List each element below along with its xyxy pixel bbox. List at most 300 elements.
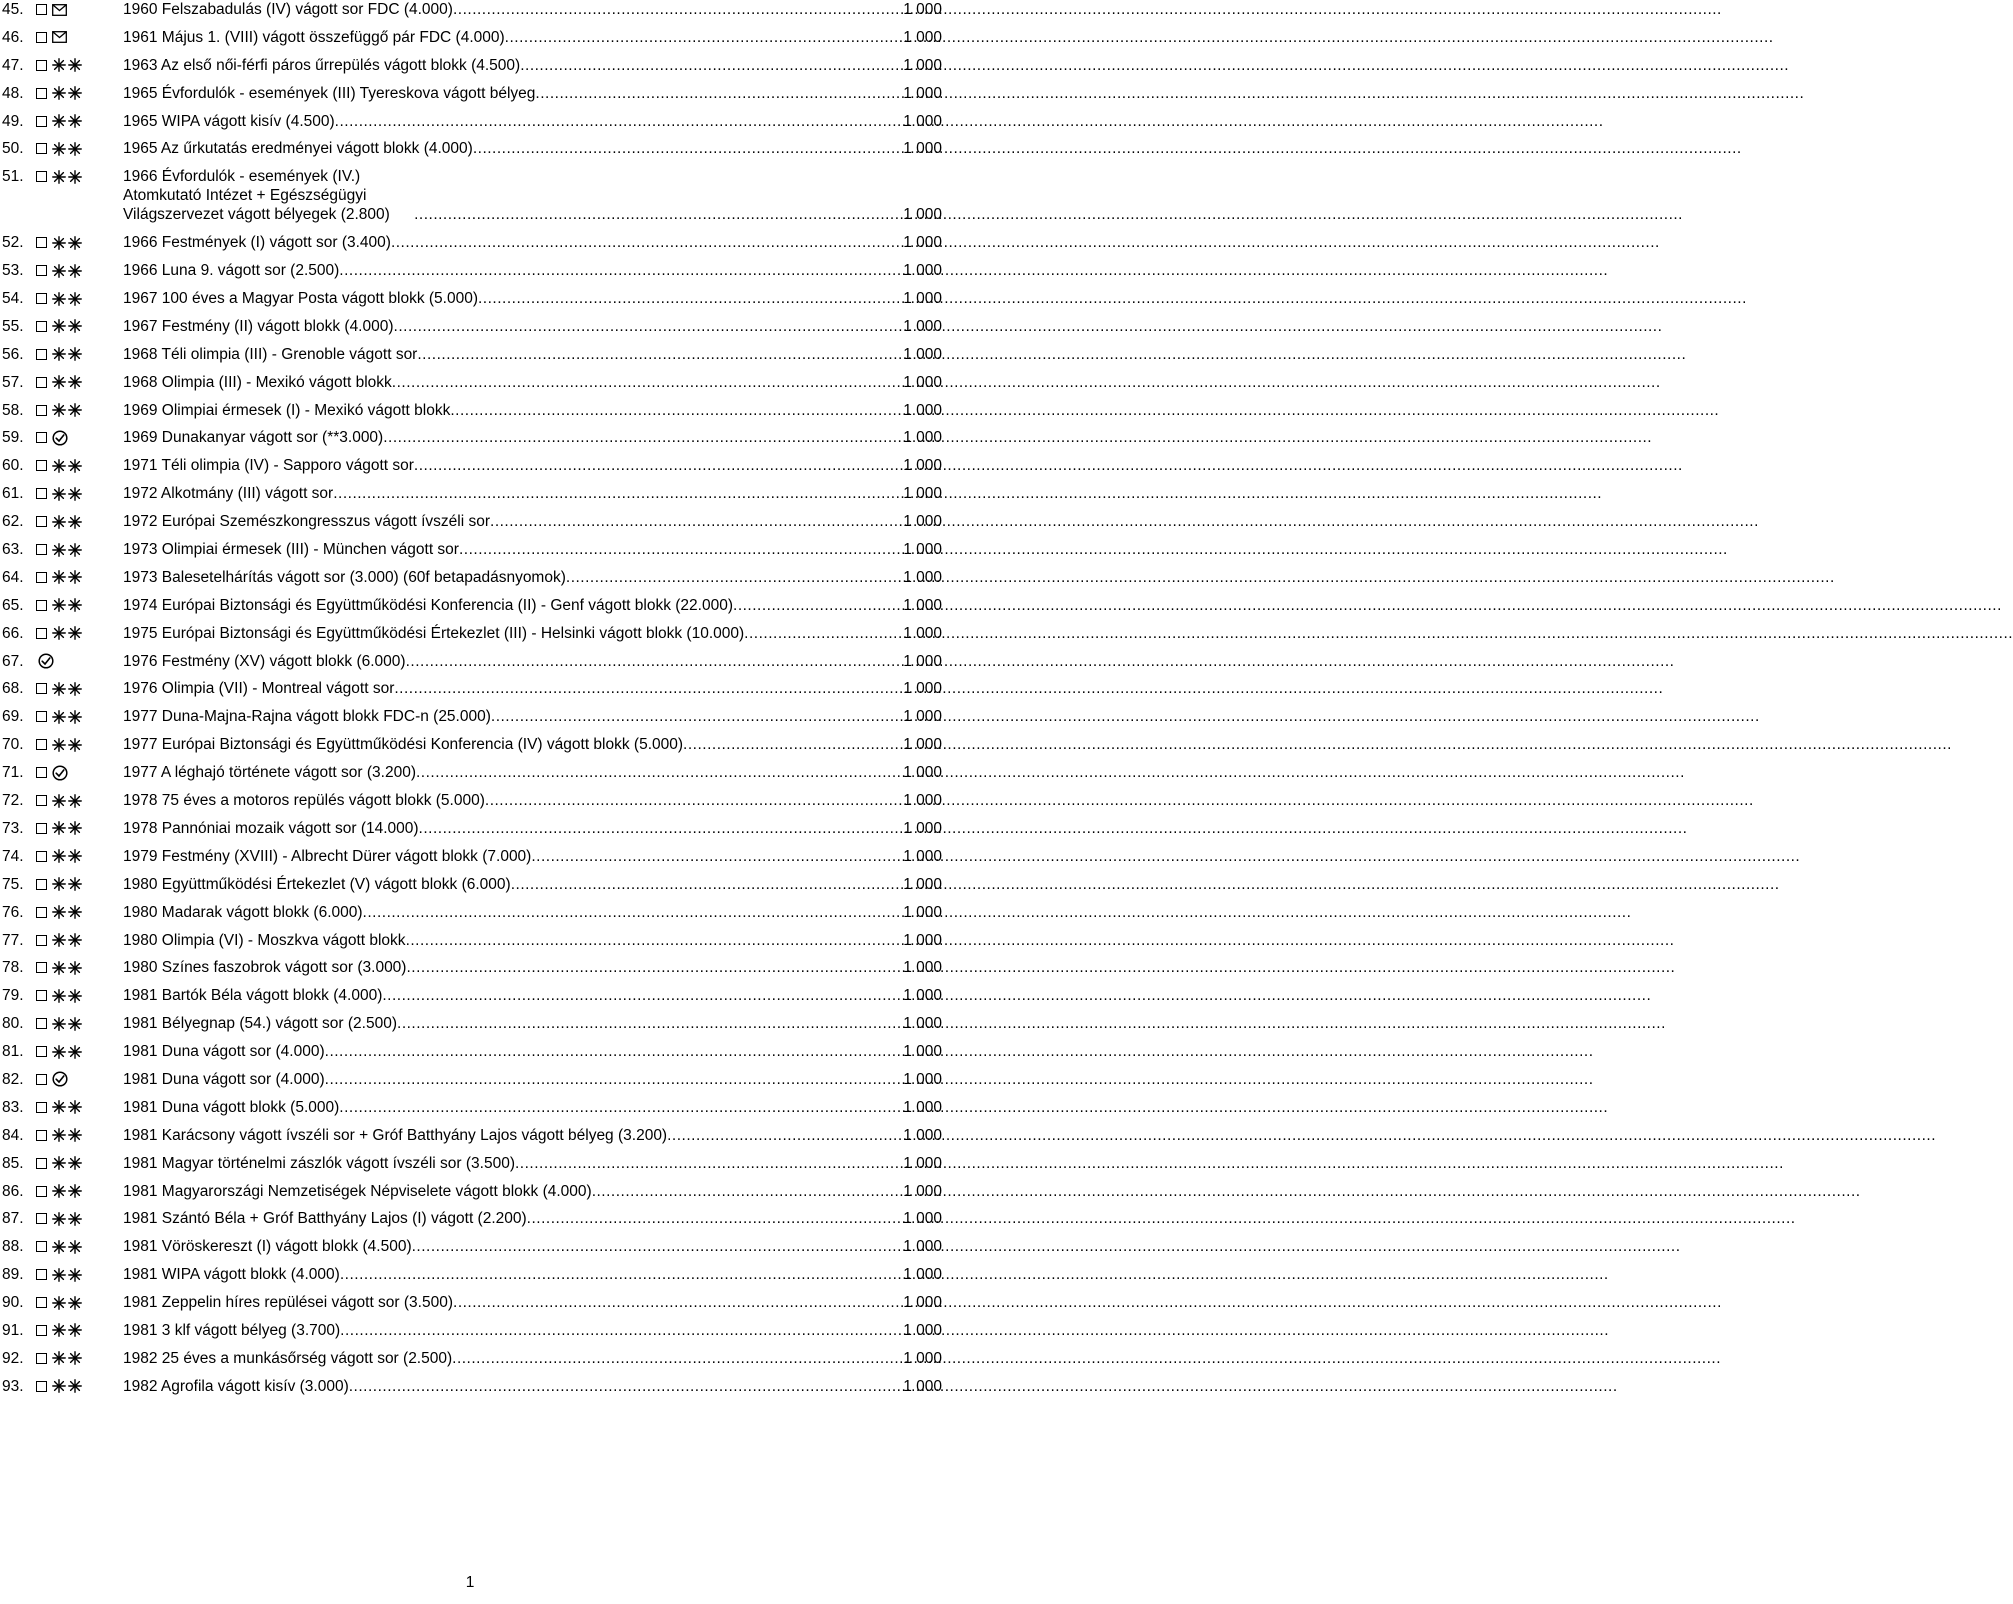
checkbox[interactable]	[36, 544, 47, 555]
lot-number: 92.	[2, 1349, 24, 1367]
lot-description: 1981 Vöröskereszt (I) vágott blokk (4.500)	[123, 1238, 412, 1256]
list-item	[2, 1321, 942, 1340]
dot-leader	[511, 875, 904, 894]
lot-description: 1979 Festmény (XVIII) - Albrecht Dürer vágott blokk (7.000)	[123, 847, 532, 865]
lot-price: 1 000	[903, 764, 942, 782]
lot-number: 73.	[2, 819, 24, 837]
checkbox[interactable]	[36, 1269, 47, 1280]
list-item	[2, 568, 942, 587]
lot-price: 1 000	[903, 708, 942, 726]
checkbox[interactable]	[36, 143, 47, 154]
lot-price: 1 000	[903, 485, 942, 503]
double-star-icon	[52, 141, 86, 156]
lot-number: 65.	[2, 596, 24, 614]
list-item	[2, 233, 942, 252]
lot-price: 1 000	[903, 1126, 942, 1144]
double-star-icon	[52, 291, 86, 306]
lot-number: 82.	[2, 1070, 24, 1088]
envelope-icon	[52, 30, 86, 45]
double-star-icon	[52, 347, 86, 362]
dot-leader	[417, 345, 903, 364]
checkbox[interactable]	[36, 171, 47, 182]
lot-description: 1977 Európai Biztonsági és Együttműködési Konferencia (IV) vágott blokk (5.000)	[123, 736, 684, 754]
dot-leader	[335, 112, 904, 131]
lot-number: 62.	[2, 513, 24, 531]
lot-price: 1 000	[903, 112, 942, 130]
checkbox[interactable]	[36, 879, 47, 890]
lot-description: 1981 Bélyegnap (54.) vágott sor (2.500)	[123, 1015, 398, 1033]
lot-price: 1 000	[903, 84, 942, 102]
lot-description: 1981 3 klf vágott bélyeg (3.700)	[123, 1321, 341, 1339]
list-item	[2, 1377, 942, 1396]
checkbox[interactable]	[36, 4, 47, 15]
list-item	[2, 652, 942, 671]
dot-leader	[340, 1265, 903, 1284]
list-item	[2, 1209, 942, 1228]
dot-leader	[340, 1321, 903, 1340]
lot-price: 1 000	[903, 56, 942, 74]
lot-description: 1981 Magyarországi Nemzetiségek Népviselete vágott blokk (4.000)	[123, 1182, 592, 1200]
checkbox[interactable]	[36, 293, 47, 304]
lot-number: 81.	[2, 1043, 24, 1061]
double-star-icon	[52, 681, 86, 696]
lot-price: 1 000	[903, 317, 942, 335]
lot-description: 1968 Olimpia (III) - Mexikó vágott blokk	[123, 373, 392, 391]
list-item	[2, 289, 942, 308]
list-item	[2, 735, 942, 754]
checkbox[interactable]	[36, 116, 47, 127]
double-star-icon	[52, 235, 86, 250]
list-item	[2, 540, 942, 559]
lot-number: 74.	[2, 847, 24, 865]
checkbox[interactable]	[36, 990, 47, 1001]
checkbox[interactable]	[36, 851, 47, 862]
lot-price: 1 000	[903, 1349, 942, 1367]
dot-leader	[339, 261, 903, 280]
lot-number: 60.	[2, 457, 24, 475]
dot-leader	[394, 679, 903, 698]
double-star-icon	[52, 960, 86, 975]
dot-leader	[406, 958, 903, 977]
lot-description: 1969 Olimpiai érmesek (I) - Mexikó vágott blokk	[123, 401, 451, 419]
checkbox[interactable]	[36, 265, 47, 276]
list-item	[2, 84, 942, 103]
list-item	[2, 624, 942, 643]
double-star-icon	[52, 263, 86, 278]
lot-number: 83.	[2, 1098, 24, 1116]
lot-description: 1981 Szántó Béla + Gróf Batthyány Lajos (I) vágott (2.200)	[123, 1210, 527, 1228]
lot-price: 1 000	[903, 1210, 942, 1228]
double-star-icon	[52, 1379, 86, 1394]
lot-price: 1 000	[903, 290, 942, 308]
postmark-icon	[38, 654, 72, 669]
list-item	[2, 1070, 942, 1089]
lot-price: 1 000	[903, 875, 942, 893]
list-item	[2, 167, 942, 224]
list-item	[2, 484, 942, 503]
checkbox[interactable]	[36, 1325, 47, 1336]
lot-description: 1966 Évfordulók - események (IV.) Atomkutató Intézet + Egészségügyi Világszervezet vágott bélyegek (2.800)	[123, 168, 390, 224]
checkbox[interactable]	[36, 628, 47, 639]
checkbox[interactable]	[36, 1130, 47, 1141]
lot-price: 1 000	[903, 1182, 942, 1200]
double-star-icon	[52, 1044, 86, 1059]
checkbox[interactable]	[36, 1046, 47, 1057]
list-item	[2, 958, 942, 977]
double-star-icon	[52, 319, 86, 334]
double-star-icon	[52, 542, 86, 557]
list-item	[2, 512, 942, 531]
lot-number: 69.	[2, 708, 24, 726]
checkbox[interactable]	[36, 600, 47, 611]
checkbox[interactable]	[36, 460, 47, 471]
list-item	[2, 1265, 942, 1284]
lot-description: 1965 Évfordulók - események (III) Tyereskova vágott bélyeg	[123, 84, 536, 102]
checkbox[interactable]	[36, 767, 47, 778]
lot-number: 58.	[2, 401, 24, 419]
checkbox[interactable]	[36, 795, 47, 806]
lot-description: 1963 Az első női-férfi páros űrrepülés vágott blokk (4.500)	[123, 56, 521, 74]
lot-price: 1 000	[903, 680, 942, 698]
lot-number: 66.	[2, 624, 24, 642]
checkbox[interactable]	[36, 935, 47, 946]
lot-price: 1 000	[903, 903, 942, 921]
dot-leader	[485, 791, 903, 810]
lot-description: 1978 Pannóniai mozaik vágott sor (14.000)	[123, 819, 419, 837]
dot-leader	[391, 233, 903, 252]
lot-number: 77.	[2, 931, 24, 949]
lot-number: 57.	[2, 373, 24, 391]
checkbox[interactable]	[36, 1381, 47, 1392]
lot-number: 52.	[2, 234, 24, 252]
double-star-icon	[52, 514, 86, 529]
dot-leader	[416, 763, 903, 782]
lot-description: 1968 Téli olimpia (III) - Grenoble vágott sor	[123, 345, 418, 363]
lot-number: 71.	[2, 764, 24, 782]
page-number: 1	[465, 1574, 475, 1591]
lot-description: 1969 Dunakanyar vágott sor (**3.000)	[123, 429, 384, 447]
lot-number: 50.	[2, 140, 24, 158]
lot-price: 1 000	[903, 513, 942, 531]
lot-description: 1978 75 éves a motoros repülés vágott blokk (5.000)	[123, 792, 485, 810]
double-star-icon	[52, 1323, 86, 1338]
lot-price: 1 000	[903, 401, 942, 419]
lot-number: 51.	[2, 168, 24, 186]
list-item	[2, 1154, 942, 1173]
checkbox[interactable]	[36, 377, 47, 388]
list-item	[2, 1349, 942, 1368]
dot-leader	[531, 847, 903, 866]
checkbox[interactable]	[36, 237, 47, 248]
list-item	[2, 428, 942, 447]
checkbox[interactable]	[36, 32, 47, 43]
lot-number: 49.	[2, 112, 24, 130]
lot-price: 1 000	[903, 1377, 942, 1395]
double-star-icon	[52, 598, 86, 613]
checkbox[interactable]	[36, 823, 47, 834]
dot-leader	[406, 652, 904, 671]
double-star-icon	[52, 877, 86, 892]
dot-leader	[473, 139, 903, 158]
lot-number: 79.	[2, 987, 24, 1005]
lot-number: 85.	[2, 1154, 24, 1172]
lot-description: 1967 Festmény (II) vágott blokk (4.000)	[123, 317, 394, 335]
dot-leader	[490, 512, 903, 531]
checkbox[interactable]	[36, 1213, 47, 1224]
lot-price: 1 000	[903, 987, 942, 1005]
dot-leader	[406, 931, 904, 950]
lot-number: 78.	[2, 959, 24, 977]
lot-description: 1980 Színes faszobrok vágott sor (3.000)	[123, 959, 407, 977]
lot-price: 1 000	[903, 429, 942, 447]
dot-leader	[412, 1237, 904, 1256]
checkbox[interactable]	[36, 60, 47, 71]
lot-description: 1971 Téli olimpia (IV) - Sapporo vágott sor	[123, 457, 414, 475]
double-star-icon	[52, 1156, 86, 1171]
double-star-icon	[52, 905, 86, 920]
dot-leader	[566, 568, 903, 587]
list-item	[2, 1014, 942, 1033]
checkbox[interactable]	[36, 1102, 47, 1113]
lot-number: 70.	[2, 736, 24, 754]
dot-leader	[491, 707, 903, 726]
lot-description: 1981 Magyar történelmi zászlók vágott ívszéli sor (3.500)	[123, 1154, 515, 1172]
list-item	[2, 345, 942, 364]
lot-description: 1981 Duna vágott sor (4.000)	[123, 1043, 325, 1061]
lot-price: 1 000	[903, 457, 942, 475]
dot-leader	[683, 735, 903, 754]
lot-price: 1 000	[903, 345, 942, 363]
lot-price: 1 000	[903, 140, 942, 158]
checkbox[interactable]	[36, 962, 47, 973]
lot-description: 1972 Alkotmány (III) vágott sor	[123, 485, 334, 503]
lot-description: 1982 25 éves a munkásőrség vágott sor (2.500)	[123, 1349, 453, 1367]
checkbox[interactable]	[36, 1353, 47, 1364]
lot-number: 88.	[2, 1238, 24, 1256]
double-star-icon	[52, 169, 86, 184]
lot-number: 86.	[2, 1182, 24, 1200]
dot-leader	[505, 28, 904, 47]
postmark-icon	[52, 430, 86, 445]
lot-description: 1981 Zeppelin híres repülései vágott sor (3.500)	[123, 1294, 454, 1312]
lot-price: 1 000	[903, 819, 942, 837]
lot-price: 1 000	[903, 792, 942, 810]
dot-leader	[394, 317, 904, 336]
checkbox[interactable]	[36, 711, 47, 722]
lot-description: 1981 Duna vágott sor (4.000)	[123, 1070, 325, 1088]
list-item	[2, 875, 942, 894]
dot-leader	[325, 1042, 904, 1061]
lot-price: 1 000	[903, 1098, 942, 1116]
dot-leader	[419, 819, 904, 838]
dot-leader	[459, 540, 903, 559]
envelope-icon	[52, 2, 86, 17]
lot-description: 1976 Olimpia (VII) - Montreal vágott sor	[123, 680, 395, 698]
lot-price: 1 000	[903, 736, 942, 754]
checkbox[interactable]	[36, 405, 47, 416]
double-star-icon	[52, 1295, 86, 1310]
lot-number: 64.	[2, 568, 24, 586]
lot-number: 54.	[2, 290, 24, 308]
double-star-icon	[52, 1016, 86, 1031]
double-star-icon	[52, 988, 86, 1003]
checkbox[interactable]	[36, 88, 47, 99]
list-item	[2, 28, 942, 47]
double-star-icon	[52, 933, 86, 948]
lot-description: 1981 Bartók Béla vágott blokk (4.000)	[123, 987, 383, 1005]
lot-number: 55.	[2, 317, 24, 335]
dot-leader	[520, 56, 903, 75]
list-item	[2, 112, 942, 131]
dot-leader	[333, 484, 903, 503]
list-item	[2, 401, 942, 420]
lot-number: 75.	[2, 875, 24, 893]
double-star-icon	[52, 403, 86, 418]
dot-leader	[733, 596, 903, 615]
double-star-icon	[52, 114, 86, 129]
double-star-icon	[52, 570, 86, 585]
dot-leader	[325, 1070, 904, 1089]
lot-number: 90.	[2, 1294, 24, 1312]
double-star-icon	[52, 1128, 86, 1143]
lot-number: 93.	[2, 1377, 24, 1395]
lot-price: 1 000	[903, 373, 942, 391]
checkbox[interactable]	[36, 432, 47, 443]
lot-number: 68.	[2, 680, 24, 698]
postmark-icon	[52, 765, 86, 780]
double-star-icon	[52, 1184, 86, 1199]
checkbox[interactable]	[36, 683, 47, 694]
lot-description: 1967 100 éves a Magyar Posta vágott blokk (5.000)	[123, 290, 478, 308]
lot-number: 80.	[2, 1015, 24, 1033]
lot-description: 1966 Luna 9. vágott sor (2.500)	[123, 262, 340, 280]
lot-price: 1 000	[903, 931, 942, 949]
lot-price: 1 000	[903, 234, 942, 252]
lot-price: 1 000	[903, 847, 942, 865]
dot-leader	[592, 1182, 904, 1201]
lot-number: 76.	[2, 903, 24, 921]
list-item	[2, 456, 942, 475]
lot-description: 1980 Madarak vágott blokk (6.000)	[123, 903, 363, 921]
postmark-icon	[52, 1072, 86, 1087]
list-item	[2, 679, 942, 698]
checkbox[interactable]	[36, 516, 47, 527]
lot-description: 1982 Agrofila vágott kisív (3.000)	[123, 1377, 349, 1395]
lot-description: 1981 Karácsony vágott ívszéli sor + Gróf Batthyány Lajos vágott bélyeg (3.200)	[123, 1126, 668, 1144]
list-item	[2, 1126, 942, 1145]
lot-number: 47.	[2, 56, 24, 74]
dot-leader	[450, 401, 903, 420]
checkbox[interactable]	[36, 1074, 47, 1085]
checkbox[interactable]	[36, 1241, 47, 1252]
checkbox[interactable]	[36, 1186, 47, 1197]
list-item	[2, 317, 942, 336]
checkbox[interactable]	[36, 1297, 47, 1308]
lot-price: 1 000	[903, 1015, 942, 1033]
checkbox[interactable]	[36, 1158, 47, 1169]
lot-number: 67.	[2, 652, 24, 670]
dot-leader	[527, 1209, 904, 1228]
dot-leader	[382, 986, 903, 1005]
lot-number: 87.	[2, 1210, 24, 1228]
lot-price: 1 000	[903, 624, 942, 642]
list-item	[2, 56, 942, 75]
lot-number: 84.	[2, 1126, 24, 1144]
list-item	[2, 1042, 942, 1061]
checkbox[interactable]	[36, 321, 47, 332]
dot-leader	[363, 903, 904, 922]
dot-leader	[535, 84, 903, 103]
double-star-icon	[52, 58, 86, 73]
list-item	[2, 791, 942, 810]
checkbox[interactable]	[36, 488, 47, 499]
double-star-icon	[52, 1239, 86, 1254]
list-item	[2, 903, 942, 922]
dot-leader	[453, 0, 903, 19]
double-star-icon	[52, 458, 86, 473]
dot-leader	[414, 205, 903, 224]
list-item	[2, 373, 942, 392]
lot-number: 72.	[2, 792, 24, 810]
lot-price: 1 000	[903, 1070, 942, 1088]
lot-price: 1 000	[903, 206, 942, 224]
lot-price: 1 000	[903, 1043, 942, 1061]
checkbox[interactable]	[36, 907, 47, 918]
double-star-icon	[52, 793, 86, 808]
checkbox[interactable]	[36, 1018, 47, 1029]
list-item	[2, 1293, 942, 1312]
dot-leader	[414, 456, 903, 475]
dot-leader	[397, 1014, 903, 1033]
lot-number: 59.	[2, 429, 24, 447]
lot-description: 1961 Május 1. (VIII) vágott összefüggő pár FDC (4.000)	[123, 28, 505, 46]
lot-description: 1973 Balesetelhárítás vágott sor (3.000) (60f betapadásnyomok)	[123, 568, 566, 586]
list-item	[2, 1237, 942, 1256]
lot-price: 1 000	[903, 541, 942, 559]
double-star-icon	[52, 1100, 86, 1115]
list-item	[2, 707, 942, 726]
checkbox[interactable]	[36, 739, 47, 750]
list-item	[2, 139, 942, 158]
lot-description: 1975 Európai Biztonsági és Együttműködési Értekezlet (III) - Helsinki vágott blokk (10.000)	[123, 624, 745, 642]
lot-price: 1 000	[903, 28, 942, 46]
lot-number: 61.	[2, 485, 24, 503]
lot-description: 1965 WIPA vágott kisív (4.500)	[123, 112, 335, 130]
lot-number: 46.	[2, 28, 24, 46]
dot-leader	[339, 1098, 903, 1117]
double-star-icon	[52, 821, 86, 836]
lot-description: 1977 A léghajó története vágott sor (3.200)	[123, 764, 416, 782]
dot-leader	[515, 1154, 903, 1173]
checkbox[interactable]	[36, 349, 47, 360]
list-item	[2, 847, 942, 866]
list-item	[2, 1098, 942, 1117]
double-star-icon	[52, 1211, 86, 1226]
lot-description: 1980 Együttműködési Értekezlet (V) vágott blokk (6.000)	[123, 875, 511, 893]
double-star-icon	[52, 709, 86, 724]
double-star-icon	[52, 1351, 86, 1366]
double-star-icon	[52, 1267, 86, 1282]
list-item	[2, 0, 942, 19]
lot-number: 53.	[2, 262, 24, 280]
auction-lot-list	[2, 0, 942, 1405]
lot-number: 45.	[2, 1, 24, 18]
checkbox[interactable]	[36, 572, 47, 583]
lot-number: 91.	[2, 1321, 24, 1339]
lot-price: 1 000	[903, 1238, 942, 1256]
lot-description: 1977 Duna-Majna-Rajna vágott blokk FDC-n (25.000)	[123, 708, 491, 726]
lot-price: 1 000	[903, 1294, 942, 1312]
